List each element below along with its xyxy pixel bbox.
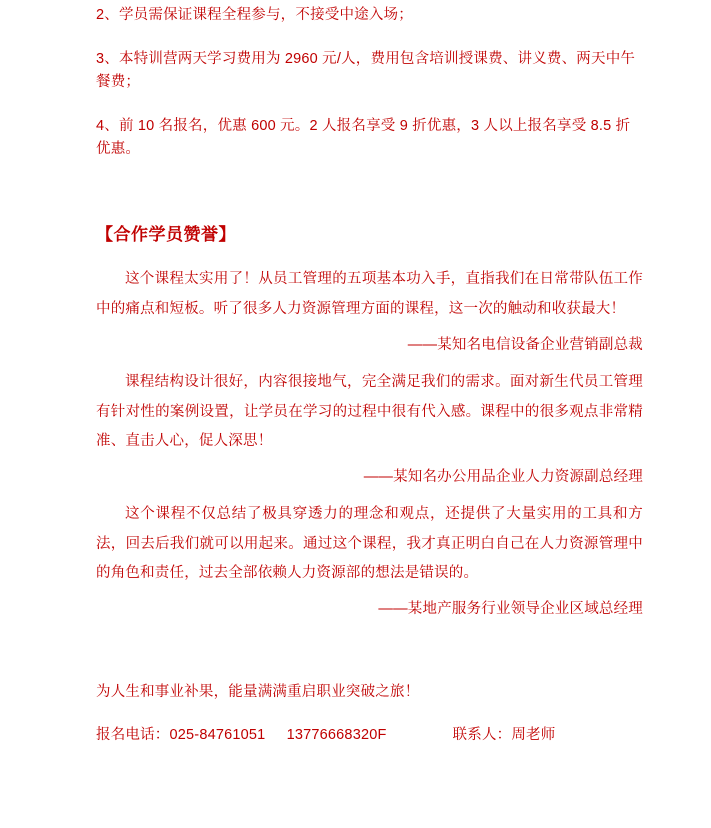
closing-line: 为人生和事业补果，能量满满重启职业突破之旅！ — [96, 684, 420, 701]
testimonial-text: 这个课程太实用了！从员工管理的五项基本功入手，直指我们在日常带队伍工作中的痛点和短板。听了很多人力资源管理方面的课程，这一次的触动和收获最大！ — [96, 271, 643, 318]
contact-phones: 报名电话：025-84761051 13776668320F — [96, 727, 387, 744]
terms-list — [96, 0, 643, 160]
testimonial-item — [96, 500, 643, 589]
testimonial-attribution: ——某地产服务行业领导企业区域总经理 — [378, 601, 643, 618]
section-spacer — [96, 182, 643, 220]
testimonial-text: 课程结构设计很好，内容很接地气，完全满足我们的需求。面对新生代员工管理有针对性的案例设置，让学员在学习的过程中很有代入感。课程中的很多观点非常精准、直击人心，促人深思！ — [96, 373, 643, 450]
closing-spacer — [96, 632, 643, 678]
term-item: 2、学员需保证课程全程参与，不接受中途入场； — [96, 7, 413, 23]
contact-row — [96, 721, 643, 750]
term-item: 3、本特训营两天学习费用为 2960 元/人，费用包含培训授课费、讲义费、两天中午餐费； — [96, 51, 636, 90]
term-item: 4、前 10 名报名，优惠 600 元。2 人报名享受 9 折优惠，3 人以上报名享受 8.5 折优惠。 — [96, 118, 631, 157]
testimonial-text: 这个课程不仅总结了极具穿透力的理念和观点，还提供了大量实用的工具和方法，回去后我们就可以用起来。通过这个课程，我才真正明白自己在人力资源管理中的角色和责任，过去全部依赖人力资源部的想法是错误的。 — [96, 505, 643, 582]
contact-person: 联系人：周老师 — [452, 727, 556, 744]
section-heading-testimonials: 【合作学员赞誉】 — [96, 225, 236, 245]
testimonial-item — [96, 265, 643, 324]
testimonial-item — [96, 368, 643, 457]
testimonial-attribution: ——某知名办公用品企业人力资源副总经理 — [363, 468, 643, 485]
testimonial-attribution: ——某知名电信设备企业营销副总裁 — [407, 336, 643, 353]
